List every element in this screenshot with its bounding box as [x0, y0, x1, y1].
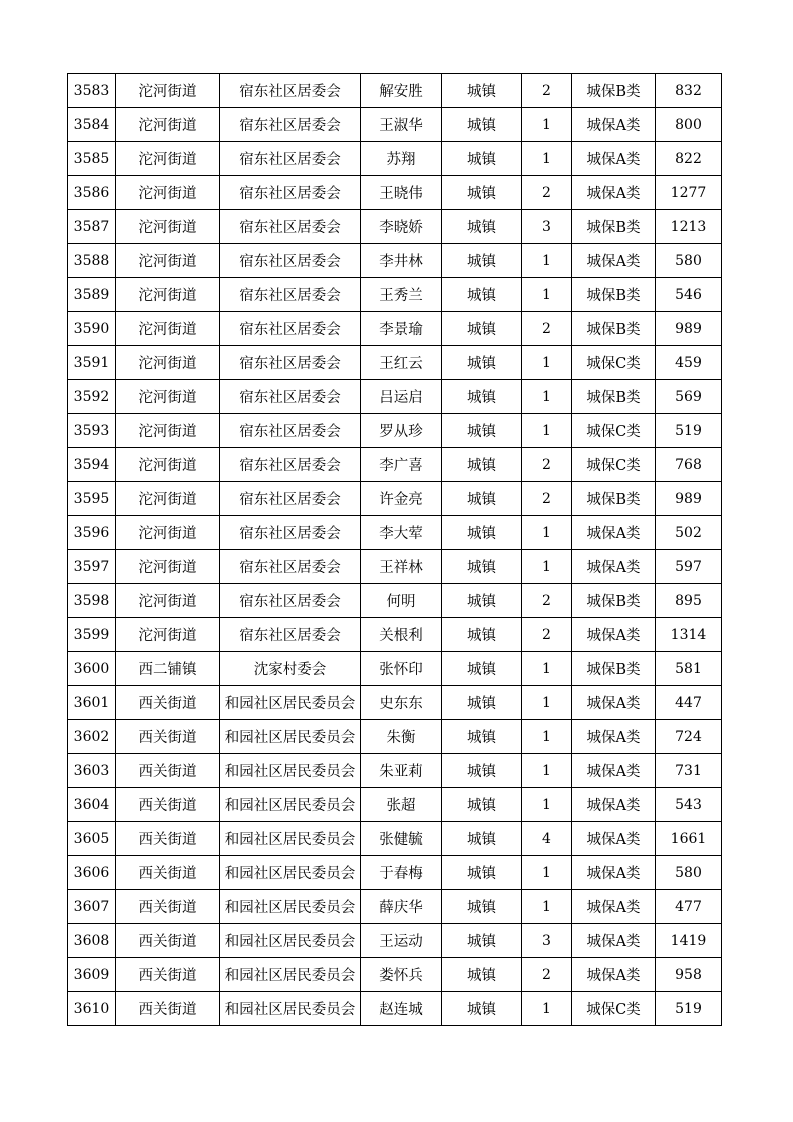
cell-category: 城保A类	[572, 108, 656, 142]
cell-amount: 502	[656, 516, 722, 550]
cell-street: 沱河街道	[116, 414, 220, 448]
cell-category: 城保A类	[572, 924, 656, 958]
cell-street: 西二铺镇	[116, 652, 220, 686]
cell-household-type: 城镇	[442, 618, 522, 652]
cell-seq-no: 3589	[68, 278, 116, 312]
cell-committee: 宿东社区居委会	[220, 584, 361, 618]
cell-household-type: 城镇	[442, 958, 522, 992]
cell-committee: 宿东社区居委会	[220, 414, 361, 448]
table-row	[68, 720, 722, 754]
cell-name: 李井林	[361, 244, 442, 278]
table-row	[68, 312, 722, 346]
cell-household-type: 城镇	[442, 414, 522, 448]
cell-committee: 和园社区居民委员会	[220, 822, 361, 856]
cell-committee: 和园社区居民委员会	[220, 924, 361, 958]
cell-category: 城保C类	[572, 346, 656, 380]
cell-category: 城保A类	[572, 754, 656, 788]
cell-amount: 546	[656, 278, 722, 312]
table-row	[68, 244, 722, 278]
cell-category: 城保A类	[572, 958, 656, 992]
cell-household-type: 城镇	[442, 278, 522, 312]
cell-seq-no: 3583	[68, 74, 116, 108]
cell-family-size: 1	[522, 244, 572, 278]
cell-amount: 459	[656, 346, 722, 380]
cell-street: 沱河街道	[116, 312, 220, 346]
cell-committee: 和园社区居民委员会	[220, 856, 361, 890]
table-body	[68, 74, 722, 1026]
cell-street: 沱河街道	[116, 550, 220, 584]
cell-street: 西关街道	[116, 856, 220, 890]
cell-category: 城保B类	[572, 312, 656, 346]
cell-seq-no: 3590	[68, 312, 116, 346]
cell-household-type: 城镇	[442, 686, 522, 720]
cell-amount: 1661	[656, 822, 722, 856]
cell-household-type: 城镇	[442, 346, 522, 380]
cell-household-type: 城镇	[442, 244, 522, 278]
cell-committee: 宿东社区居委会	[220, 550, 361, 584]
table-row	[68, 108, 722, 142]
cell-street: 沱河街道	[116, 244, 220, 278]
cell-amount: 731	[656, 754, 722, 788]
cell-household-type: 城镇	[442, 822, 522, 856]
table-row	[68, 618, 722, 652]
cell-name: 张怀印	[361, 652, 442, 686]
cell-category: 城保B类	[572, 74, 656, 108]
cell-household-type: 城镇	[442, 380, 522, 414]
cell-committee: 宿东社区居委会	[220, 278, 361, 312]
cell-committee: 宿东社区居委会	[220, 618, 361, 652]
cell-committee: 宿东社区居委会	[220, 176, 361, 210]
cell-seq-no: 3604	[68, 788, 116, 822]
table-row	[68, 346, 722, 380]
cell-household-type: 城镇	[442, 516, 522, 550]
cell-seq-no: 3602	[68, 720, 116, 754]
cell-committee: 宿东社区居委会	[220, 210, 361, 244]
table-row	[68, 890, 722, 924]
table-row	[68, 822, 722, 856]
cell-street: 沱河街道	[116, 380, 220, 414]
cell-household-type: 城镇	[442, 142, 522, 176]
cell-street: 沱河街道	[116, 584, 220, 618]
cell-category: 城保A类	[572, 822, 656, 856]
cell-name: 薛庆华	[361, 890, 442, 924]
cell-street: 沱河街道	[116, 142, 220, 176]
cell-seq-no: 3609	[68, 958, 116, 992]
cell-name: 张健毓	[361, 822, 442, 856]
cell-household-type: 城镇	[442, 788, 522, 822]
cell-seq-no: 3595	[68, 482, 116, 516]
cell-amount: 581	[656, 652, 722, 686]
table-row	[68, 74, 722, 108]
cell-amount: 989	[656, 312, 722, 346]
cell-amount: 800	[656, 108, 722, 142]
cell-committee: 和园社区居民委员会	[220, 788, 361, 822]
cell-household-type: 城镇	[442, 448, 522, 482]
cell-street: 沱河街道	[116, 210, 220, 244]
cell-amount: 958	[656, 958, 722, 992]
cell-seq-no: 3587	[68, 210, 116, 244]
cell-committee: 和园社区居民委员会	[220, 890, 361, 924]
cell-committee: 和园社区居民委员会	[220, 720, 361, 754]
cell-street: 沱河街道	[116, 516, 220, 550]
cell-family-size: 1	[522, 754, 572, 788]
cell-family-size: 2	[522, 618, 572, 652]
cell-name: 苏翔	[361, 142, 442, 176]
cell-amount: 580	[656, 856, 722, 890]
cell-amount: 822	[656, 142, 722, 176]
table-row	[68, 278, 722, 312]
cell-street: 西关街道	[116, 788, 220, 822]
cell-category: 城保C类	[572, 448, 656, 482]
cell-name: 于春梅	[361, 856, 442, 890]
cell-family-size: 1	[522, 550, 572, 584]
cell-seq-no: 3592	[68, 380, 116, 414]
cell-category: 城保B类	[572, 584, 656, 618]
cell-amount: 477	[656, 890, 722, 924]
cell-name: 吕运启	[361, 380, 442, 414]
table-row	[68, 176, 722, 210]
records-table	[67, 73, 722, 1026]
cell-family-size: 1	[522, 516, 572, 550]
cell-committee: 宿东社区居委会	[220, 516, 361, 550]
cell-amount: 597	[656, 550, 722, 584]
cell-seq-no: 3584	[68, 108, 116, 142]
cell-name: 李景瑜	[361, 312, 442, 346]
cell-street: 沱河街道	[116, 346, 220, 380]
cell-category: 城保C类	[572, 992, 656, 1026]
cell-family-size: 2	[522, 74, 572, 108]
cell-committee: 宿东社区居委会	[220, 380, 361, 414]
cell-street: 西关街道	[116, 924, 220, 958]
cell-committee: 宿东社区居委会	[220, 312, 361, 346]
table-row	[68, 210, 722, 244]
cell-household-type: 城镇	[442, 108, 522, 142]
cell-family-size: 1	[522, 788, 572, 822]
cell-street: 西关街道	[116, 720, 220, 754]
cell-street: 沱河街道	[116, 176, 220, 210]
cell-family-size: 1	[522, 856, 572, 890]
cell-family-size: 1	[522, 278, 572, 312]
cell-household-type: 城镇	[442, 890, 522, 924]
cell-name: 罗从珍	[361, 414, 442, 448]
cell-family-size: 1	[522, 108, 572, 142]
cell-street: 西关街道	[116, 754, 220, 788]
cell-household-type: 城镇	[442, 652, 522, 686]
cell-category: 城保A类	[572, 550, 656, 584]
cell-name: 王祥林	[361, 550, 442, 584]
cell-committee: 和园社区居民委员会	[220, 686, 361, 720]
cell-committee: 和园社区居民委员会	[220, 754, 361, 788]
cell-name: 赵连城	[361, 992, 442, 1026]
cell-committee: 宿东社区居委会	[220, 142, 361, 176]
cell-committee: 沈家村委会	[220, 652, 361, 686]
cell-amount: 832	[656, 74, 722, 108]
cell-name: 王秀兰	[361, 278, 442, 312]
cell-household-type: 城镇	[442, 312, 522, 346]
cell-category: 城保A类	[572, 890, 656, 924]
cell-family-size: 2	[522, 584, 572, 618]
cell-category: 城保B类	[572, 482, 656, 516]
cell-family-size: 1	[522, 992, 572, 1026]
table-row	[68, 550, 722, 584]
cell-name: 何明	[361, 584, 442, 618]
cell-family-size: 1	[522, 142, 572, 176]
cell-amount: 1213	[656, 210, 722, 244]
cell-amount: 1419	[656, 924, 722, 958]
cell-street: 沱河街道	[116, 618, 220, 652]
cell-category: 城保A类	[572, 618, 656, 652]
cell-name: 解安胜	[361, 74, 442, 108]
cell-name: 朱衡	[361, 720, 442, 754]
cell-name: 史东东	[361, 686, 442, 720]
cell-street: 西关街道	[116, 686, 220, 720]
cell-amount: 569	[656, 380, 722, 414]
cell-family-size: 1	[522, 720, 572, 754]
cell-committee: 宿东社区居委会	[220, 74, 361, 108]
cell-household-type: 城镇	[442, 584, 522, 618]
cell-committee: 宿东社区居委会	[220, 482, 361, 516]
cell-seq-no: 3594	[68, 448, 116, 482]
cell-name: 李广喜	[361, 448, 442, 482]
cell-amount: 447	[656, 686, 722, 720]
cell-name: 许金亮	[361, 482, 442, 516]
cell-seq-no: 3605	[68, 822, 116, 856]
cell-category: 城保B类	[572, 380, 656, 414]
cell-family-size: 1	[522, 686, 572, 720]
cell-amount: 989	[656, 482, 722, 516]
cell-family-size: 2	[522, 958, 572, 992]
cell-household-type: 城镇	[442, 754, 522, 788]
cell-amount: 895	[656, 584, 722, 618]
cell-seq-no: 3610	[68, 992, 116, 1026]
table-row	[68, 788, 722, 822]
cell-family-size: 1	[522, 346, 572, 380]
cell-family-size: 2	[522, 482, 572, 516]
cell-street: 沱河街道	[116, 74, 220, 108]
cell-family-size: 3	[522, 210, 572, 244]
cell-amount: 1277	[656, 176, 722, 210]
table-row	[68, 380, 722, 414]
cell-household-type: 城镇	[442, 482, 522, 516]
cell-committee: 和园社区居民委员会	[220, 958, 361, 992]
cell-seq-no: 3598	[68, 584, 116, 618]
cell-category: 城保B类	[572, 210, 656, 244]
table-row	[68, 924, 722, 958]
cell-family-size: 1	[522, 890, 572, 924]
cell-family-size: 4	[522, 822, 572, 856]
cell-street: 沱河街道	[116, 278, 220, 312]
table-row	[68, 142, 722, 176]
cell-committee: 宿东社区居委会	[220, 346, 361, 380]
table-row	[68, 652, 722, 686]
cell-seq-no: 3601	[68, 686, 116, 720]
cell-category: 城保A类	[572, 720, 656, 754]
cell-category: 城保A类	[572, 176, 656, 210]
cell-amount: 543	[656, 788, 722, 822]
cell-seq-no: 3603	[68, 754, 116, 788]
cell-category: 城保A类	[572, 244, 656, 278]
cell-category: 城保A类	[572, 856, 656, 890]
cell-committee: 和园社区居民委员会	[220, 992, 361, 1026]
cell-seq-no: 3585	[68, 142, 116, 176]
cell-name: 李大荤	[361, 516, 442, 550]
cell-seq-no: 3607	[68, 890, 116, 924]
cell-category: 城保A类	[572, 686, 656, 720]
cell-committee: 宿东社区居委会	[220, 244, 361, 278]
table-row	[68, 754, 722, 788]
cell-family-size: 2	[522, 176, 572, 210]
cell-name: 娄怀兵	[361, 958, 442, 992]
cell-seq-no: 3593	[68, 414, 116, 448]
cell-street: 沱河街道	[116, 448, 220, 482]
table-row	[68, 992, 722, 1026]
cell-name: 张超	[361, 788, 442, 822]
cell-street: 西关街道	[116, 890, 220, 924]
cell-household-type: 城镇	[442, 176, 522, 210]
cell-seq-no: 3608	[68, 924, 116, 958]
cell-street: 西关街道	[116, 822, 220, 856]
cell-family-size: 1	[522, 652, 572, 686]
table-row	[68, 448, 722, 482]
cell-seq-no: 3599	[68, 618, 116, 652]
cell-seq-no: 3606	[68, 856, 116, 890]
cell-name: 关根利	[361, 618, 442, 652]
cell-amount: 519	[656, 414, 722, 448]
cell-street: 沱河街道	[116, 482, 220, 516]
cell-name: 王红云	[361, 346, 442, 380]
cell-seq-no: 3600	[68, 652, 116, 686]
cell-household-type: 城镇	[442, 74, 522, 108]
cell-category: 城保B类	[572, 652, 656, 686]
table-row	[68, 686, 722, 720]
cell-category: 城保A类	[572, 516, 656, 550]
cell-committee: 宿东社区居委会	[220, 108, 361, 142]
cell-street: 西关街道	[116, 992, 220, 1026]
cell-family-size: 1	[522, 380, 572, 414]
cell-household-type: 城镇	[442, 550, 522, 584]
cell-household-type: 城镇	[442, 720, 522, 754]
cell-name: 王淑华	[361, 108, 442, 142]
cell-category: 城保A类	[572, 142, 656, 176]
cell-amount: 580	[656, 244, 722, 278]
cell-seq-no: 3597	[68, 550, 116, 584]
cell-committee: 宿东社区居委会	[220, 448, 361, 482]
cell-amount: 519	[656, 992, 722, 1026]
cell-family-size: 2	[522, 448, 572, 482]
cell-household-type: 城镇	[442, 856, 522, 890]
table-row	[68, 856, 722, 890]
cell-family-size: 1	[522, 414, 572, 448]
cell-amount: 768	[656, 448, 722, 482]
table-row	[68, 584, 722, 618]
cell-seq-no: 3591	[68, 346, 116, 380]
cell-street: 西关街道	[116, 958, 220, 992]
cell-name: 王晓伟	[361, 176, 442, 210]
cell-category: 城保B类	[572, 278, 656, 312]
cell-amount: 1314	[656, 618, 722, 652]
cell-household-type: 城镇	[442, 992, 522, 1026]
table-row	[68, 516, 722, 550]
cell-seq-no: 3588	[68, 244, 116, 278]
cell-seq-no: 3596	[68, 516, 116, 550]
table-row	[68, 482, 722, 516]
cell-seq-no: 3586	[68, 176, 116, 210]
table-row	[68, 958, 722, 992]
cell-household-type: 城镇	[442, 924, 522, 958]
table-row	[68, 414, 722, 448]
cell-category: 城保C类	[572, 414, 656, 448]
cell-name: 朱亚莉	[361, 754, 442, 788]
cell-household-type: 城镇	[442, 210, 522, 244]
cell-name: 王运动	[361, 924, 442, 958]
cell-category: 城保A类	[572, 788, 656, 822]
cell-name: 李晓娇	[361, 210, 442, 244]
cell-family-size: 2	[522, 312, 572, 346]
cell-street: 沱河街道	[116, 108, 220, 142]
cell-family-size: 3	[522, 924, 572, 958]
cell-amount: 724	[656, 720, 722, 754]
